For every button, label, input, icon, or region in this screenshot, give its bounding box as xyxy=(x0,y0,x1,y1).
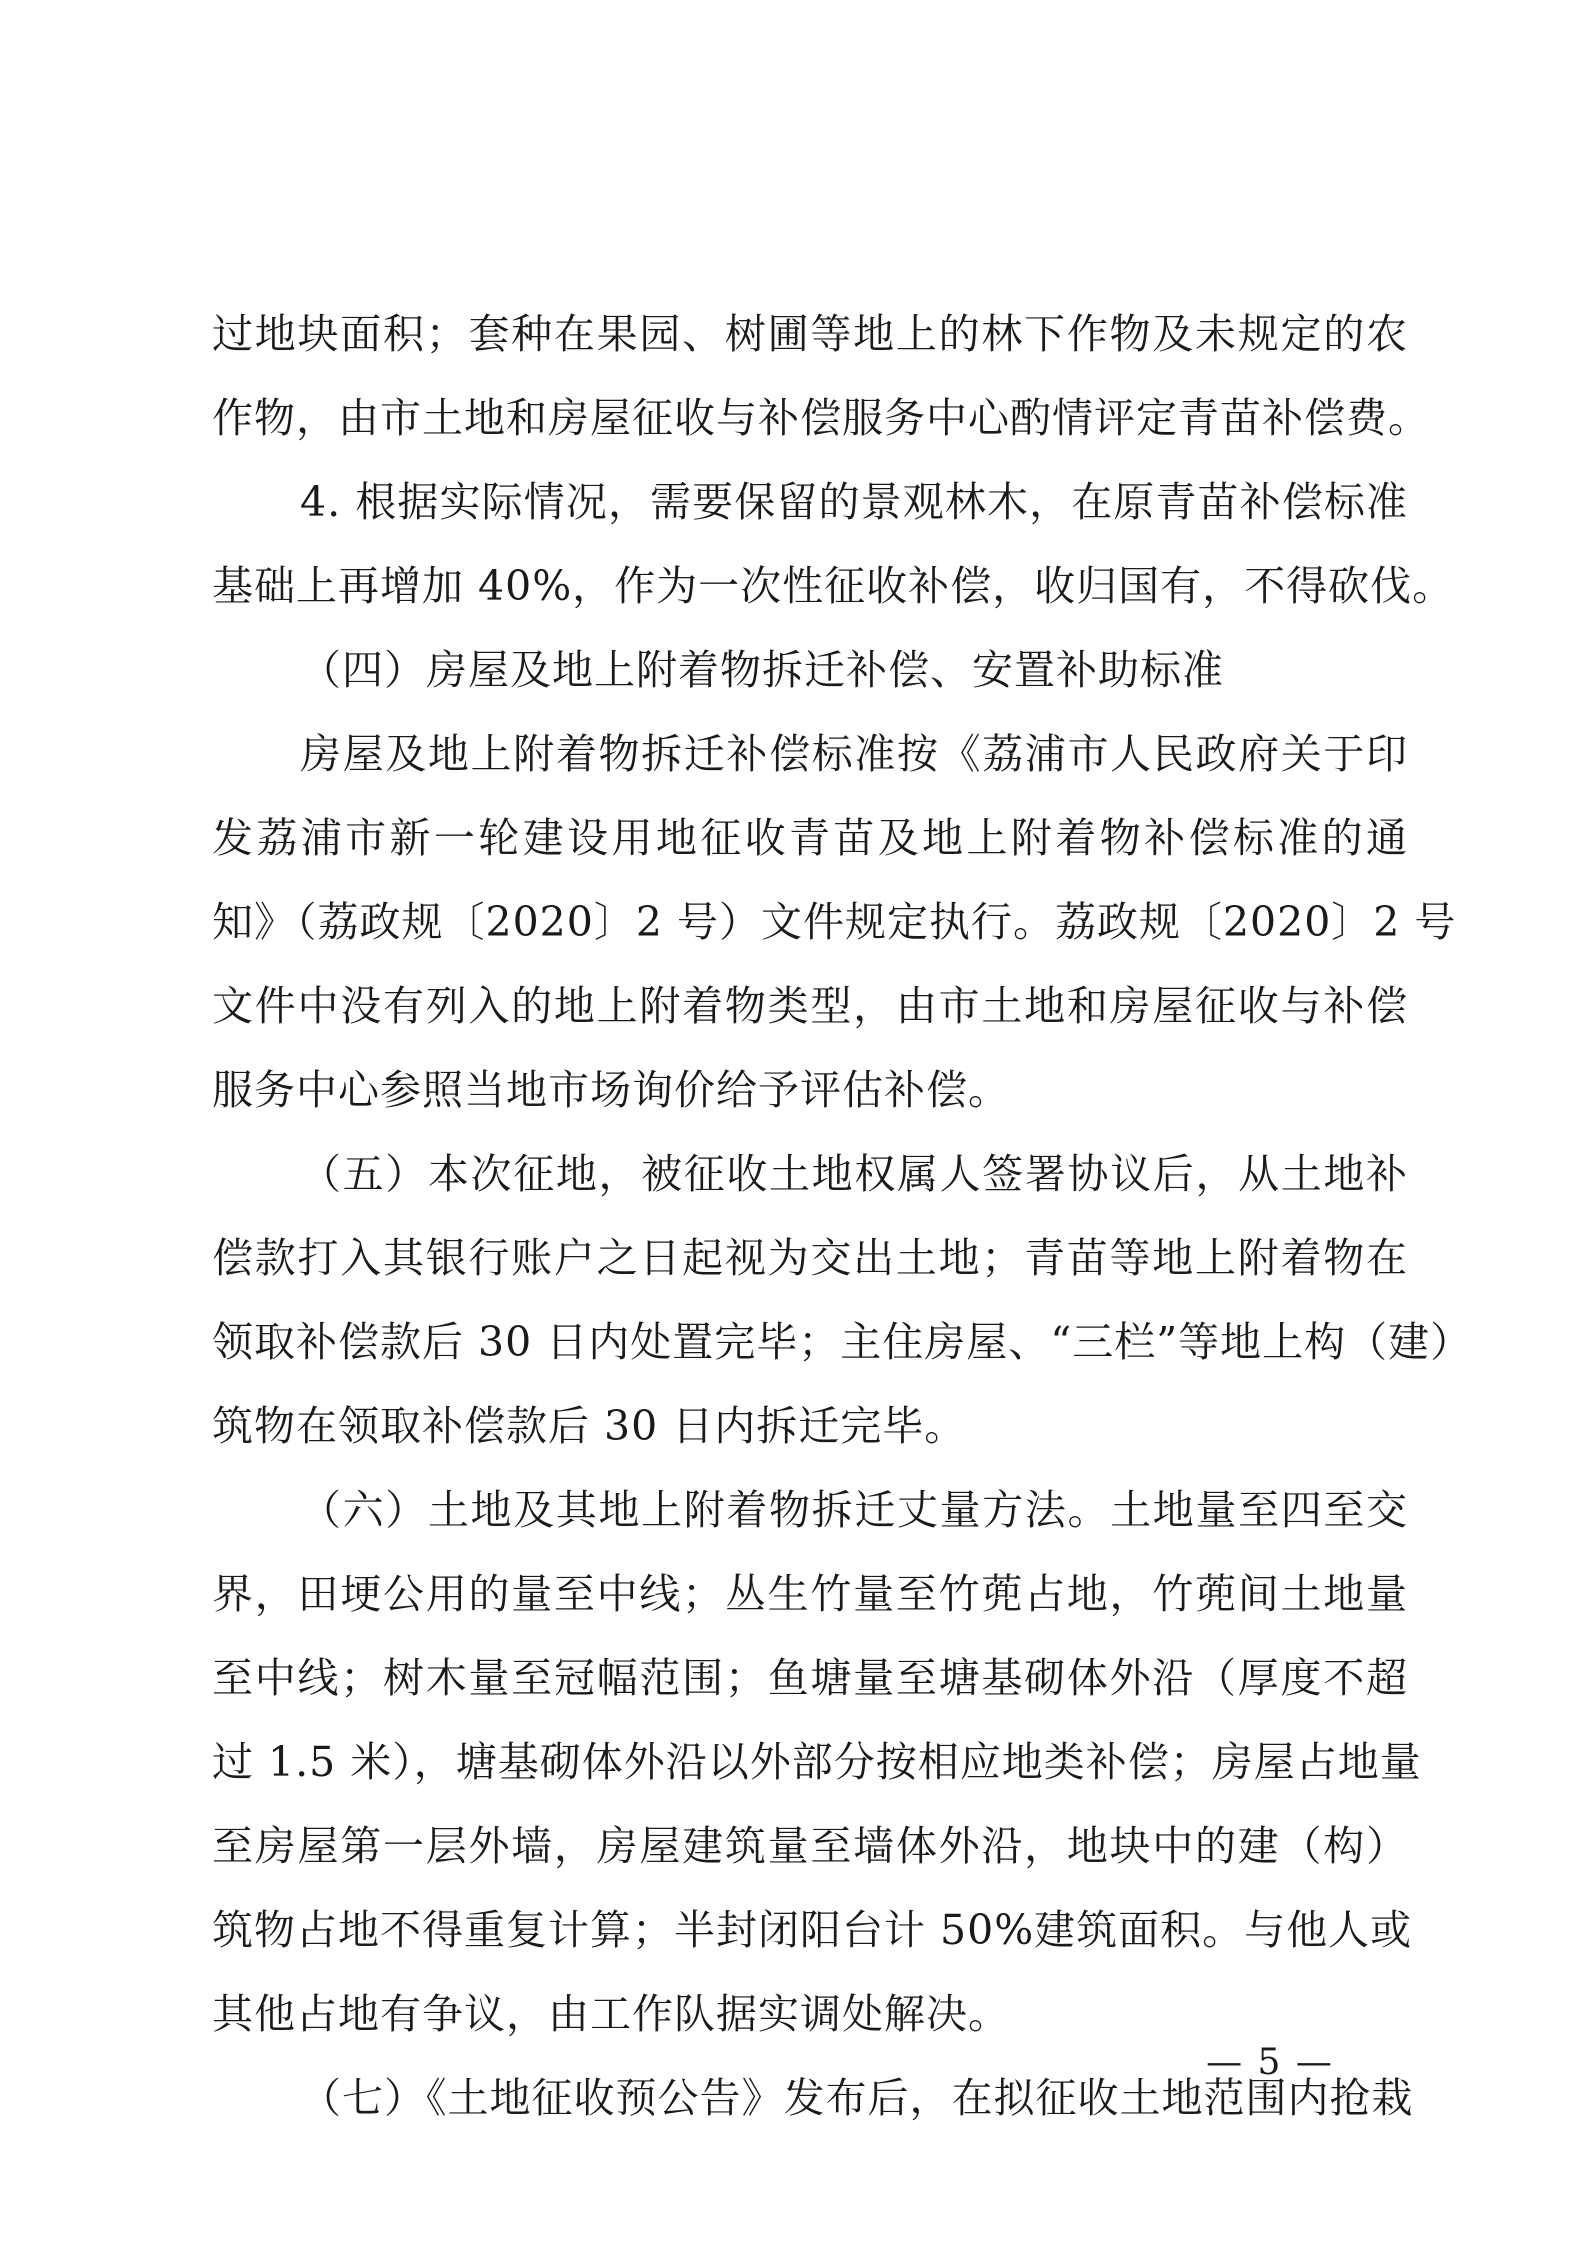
text-line: 过 1.5 米），塘基砌体外沿以外部分按相应地类补偿；房屋占地量 xyxy=(212,1738,1422,1786)
text-line: 至房屋第一层外墙，房屋建筑量至墙体外沿，地块中的建（构） xyxy=(212,1822,1408,1870)
text-line: 4. 根据实际情况，需要保留的景观林木，在原青苗补偿标准 xyxy=(300,478,1408,526)
text-line: 其他占地有争议，由工作队据实调处解决。 xyxy=(212,1990,1010,2038)
text-line: 领取补偿款后 30 日内处置完毕；主住房屋、“三栏”等地上构（建） xyxy=(212,1318,1473,1366)
text-line: 发荔浦市新一轮建设用地征收青苗及地上附着物补偿标准的通 xyxy=(212,814,1408,862)
text-line: 筑物在领取补偿款后 30 日内拆迁完毕。 xyxy=(212,1402,967,1450)
text-line: 偿款打入其银行账户之日起视为交出土地；青苗等地上附着物在 xyxy=(212,1234,1408,1282)
text-line: 知》（荔政规〔2020〕2 号）文件规定执行。荔政规〔2020〕2 号 xyxy=(212,898,1457,946)
text-line: （六）土地及其地上附着物拆迁丈量方法。土地量至四至交 xyxy=(300,1486,1408,1534)
text-line: （七）《土地征收预公告》发布后，在拟征收土地范围内抢栽 xyxy=(300,2074,1414,2122)
section-heading: （四）房屋及地上附着物拆迁补偿、安置补助标准 xyxy=(300,646,1224,694)
text-line: 服务中心参照当地市场询价给予评估补偿。 xyxy=(212,1066,1010,1114)
text-line: 房屋及地上附着物拆迁补偿标准按《荔浦市人民政府关于印 xyxy=(300,730,1408,778)
text-line: （五）本次征地，被征收土地权属人签署协议后，从土地补 xyxy=(300,1150,1408,1198)
document-body xyxy=(212,292,1473,2140)
text-line: 基础上再增加 40%，作为一次性征收补偿，收归国有，不得砍伐。 xyxy=(212,562,1455,610)
text-line: 文件中没有列入的地上附着物类型，由市土地和房屋征收与补偿 xyxy=(212,982,1408,1030)
text-line: 过地块面积；套种在果园、树圃等地上的林下作物及未规定的农 xyxy=(212,310,1408,358)
text-line: 作物，由市土地和房屋征收与补偿服务中心酌情评定青苗补偿费。 xyxy=(212,394,1430,442)
text-line: 筑物占地不得重复计算；半封闭阳台计 50%建筑面积。与他人或 xyxy=(212,1906,1413,1954)
page-number: — 5 — xyxy=(1206,2042,1334,2083)
text-line: 界，田埂公用的量至中线；丛生竹量至竹蔸占地，竹蔸间土地量 xyxy=(212,1570,1408,1618)
text-line: 至中线；树木量至冠幅范围；鱼塘量至塘基砌体外沿（厚度不超 xyxy=(212,1654,1408,1702)
